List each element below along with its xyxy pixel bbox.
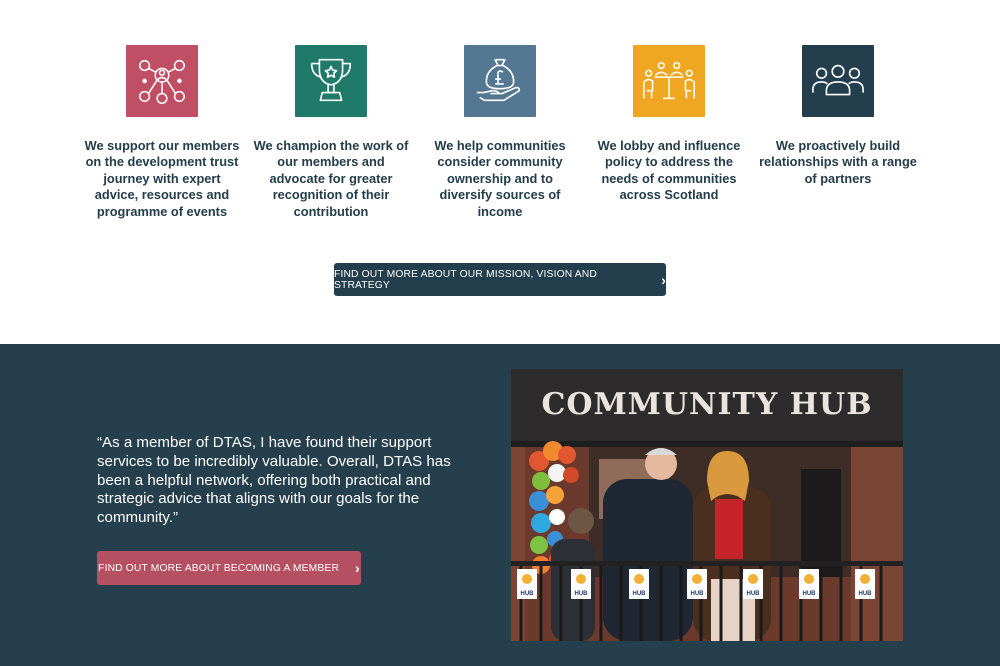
feature-build-relationships [758, 45, 918, 187]
feature-text: We proactively build relationships with a range of partners [759, 138, 917, 186]
trophy-icon [302, 52, 360, 110]
poster-text: HUB [632, 591, 646, 597]
feature-tile [295, 45, 367, 117]
community-hub-photo [511, 369, 903, 641]
feature-champion-work [251, 45, 411, 220]
meeting-table-icon [640, 52, 698, 110]
feature-text: We champion the work of our members and advocate for greater recognition of their contribution [253, 138, 409, 219]
poster-text: HUB [574, 591, 588, 597]
poster-text: HUB [802, 591, 816, 597]
member-button-label: FIND OUT MORE ABOUT BECOMING A MEMBER [98, 562, 340, 574]
chevron-right-icon: › [355, 560, 360, 576]
feature-community-ownership [420, 45, 580, 220]
poster-text: HUB [520, 591, 534, 597]
feature-text: We lobby and influence policy to address the needs of communities across Scotland [597, 138, 741, 203]
feature-tile [633, 45, 705, 117]
mission-vision-strategy-button[interactable] [334, 263, 666, 296]
testimonial-quote: “As a member of DTAS, I have found their support services to be incredibly valuable. Overall, DTAS has been a helpful network, offering both practical and strategic advice that aligns with our goals for the community.” [97, 434, 451, 527]
feature-tile [802, 45, 874, 117]
poster-text: HUB [746, 591, 760, 597]
feature-tile [126, 45, 198, 117]
poster-text: HUB [858, 591, 872, 597]
poster-text: HUB [690, 591, 704, 597]
become-member-button[interactable] [97, 551, 361, 585]
feature-text: We help communities consider community ownership and to diversify sources of income [434, 138, 566, 219]
mission-button-label: FIND OUT MORE ABOUT OUR MISSION, VISION AND STRATEGY [334, 268, 597, 291]
feature-support-members [82, 45, 242, 220]
group-people-icon [809, 52, 867, 110]
chevron-right-icon: › [661, 271, 666, 288]
network-people-icon [133, 52, 191, 110]
money-bag-hand-icon [471, 52, 529, 110]
community-hub-sign: COMMUNITY HUB [541, 387, 873, 422]
feature-tile [464, 45, 536, 117]
feature-lobby-policy [589, 45, 749, 204]
feature-text: We support our members on the development trust journey with expert advice, resources and programme of events [84, 138, 240, 219]
